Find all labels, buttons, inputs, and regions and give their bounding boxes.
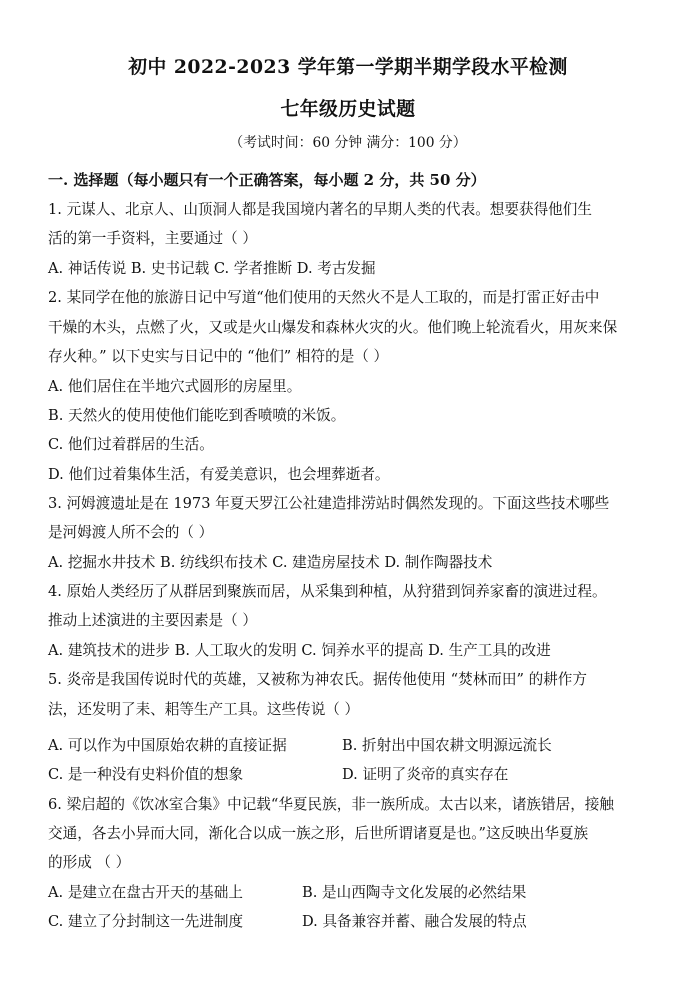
exam-title: 初中 2022-2023 学年第一学期半期学段水平检测 bbox=[128, 56, 568, 78]
question-2-line-3: 存火种。” 以下史实与日记中的 “他们” 相符的是（ ） bbox=[48, 348, 389, 365]
question-1-line-1: 1. 元谋人、北京人、山顶洞人都是我国境内著名的早期人类的代表。想要获得他们生 bbox=[48, 201, 592, 218]
question-4-line-1: 4. 原始人类经历了从群居到聚族而居，从采集到种植，从狩猎到饲养家畜的演进过程。 bbox=[48, 583, 607, 600]
question-6-line-1: 6. 梁启超的《饮冰室合集》中记载“华夏民族，非一族所成。太古以来，诸族错居，接触 bbox=[48, 796, 614, 813]
question-6-line-2: 交通，各去小异而大同，渐化合以成一族之形，后世所谓诸夏是也。”这反映出华夏族 bbox=[48, 825, 589, 842]
question-5-option-b: B. 折射出中国农耕文明源远流长 bbox=[342, 737, 552, 754]
question-6-line-3: 的形成 （ ） bbox=[48, 854, 131, 871]
question-2-line-2: 干燥的木头，点燃了火，又或是火山爆发和森林火灾的火。他们晚上轮流看火，用灰来保 bbox=[48, 319, 618, 336]
question-3-line-1: 3. 河姆渡遗址是在 1973 年夏天罗江公社建造排涝站时偶然发现的。下面这些技术哪些 bbox=[48, 495, 610, 512]
question-5-option-c: C. 是一种没有史料价值的想象 bbox=[48, 766, 244, 783]
section-heading: 一. 选择题（每小题只有一个正确答案，每小题 2 分，共 50 分） bbox=[48, 171, 486, 189]
question-6-option-a: A. 是建立在盘古开天的基础上 bbox=[48, 884, 243, 901]
question-5-line-2: 法，还发明了耒、耜等生产工具。这些传说（ ） bbox=[48, 701, 360, 718]
question-5-option-a: A. 可以作为中国原始农耕的直接证据 bbox=[48, 737, 287, 754]
question-4-options: A. 建筑技术的进步 B. 人工取火的发明 C. 饲养水平的提高 D. 生产工具的改进 bbox=[48, 642, 551, 659]
question-6-option-b: B. 是山西陶寺文化发展的必然结果 bbox=[302, 884, 527, 901]
question-5-option-d: D. 证明了炎帝的真实存在 bbox=[342, 766, 509, 783]
question-1-line-2: 活的第一手资料，主要通过（ ） bbox=[48, 230, 257, 247]
exam-info: （考试时间：60 分钟 满分：100 分） bbox=[229, 135, 467, 151]
question-2-option-a: A. 他们居住在半地穴式圆形的房屋里。 bbox=[48, 378, 302, 395]
question-4-line-2: 推动上述演进的主要因素是（ ） bbox=[48, 612, 257, 629]
question-3-options: A. 挖掘水井技术 B. 纺线织布技术 C. 建造房屋技术 D. 制作陶器技术 bbox=[48, 554, 493, 571]
question-1-options: A. 神话传说 B. 史书记载 C. 学者推断 D. 考古发掘 bbox=[48, 260, 376, 277]
question-2-line-1: 2. 某同学在他的旅游日记中写道“他们使用的天然火不是人工取的，而是打雷正好击中 bbox=[48, 289, 600, 306]
exam-subtitle: 七年级历史试题 bbox=[280, 98, 416, 120]
question-6-option-c: C. 建立了分封制这一先进制度 bbox=[48, 913, 244, 930]
question-2-option-b: B. 天然火的使用使他们能吃到香喷喷的米饭。 bbox=[48, 407, 346, 424]
question-2-option-d: D. 他们过着集体生活，有爱美意识，也会埋葬逝者。 bbox=[48, 466, 390, 483]
question-2-option-c: C. 他们过着群居的生活。 bbox=[48, 436, 214, 453]
question-6-option-d: D. 具备兼容并蓄、融合发展的特点 bbox=[302, 913, 527, 930]
question-3-line-2: 是河姆渡人所不会的（ ） bbox=[48, 524, 214, 541]
question-5-line-1: 5. 炎帝是我国传说时代的英雄，又被称为神农氏。据传他使用 “焚林而田” 的耕作方 bbox=[48, 671, 587, 688]
